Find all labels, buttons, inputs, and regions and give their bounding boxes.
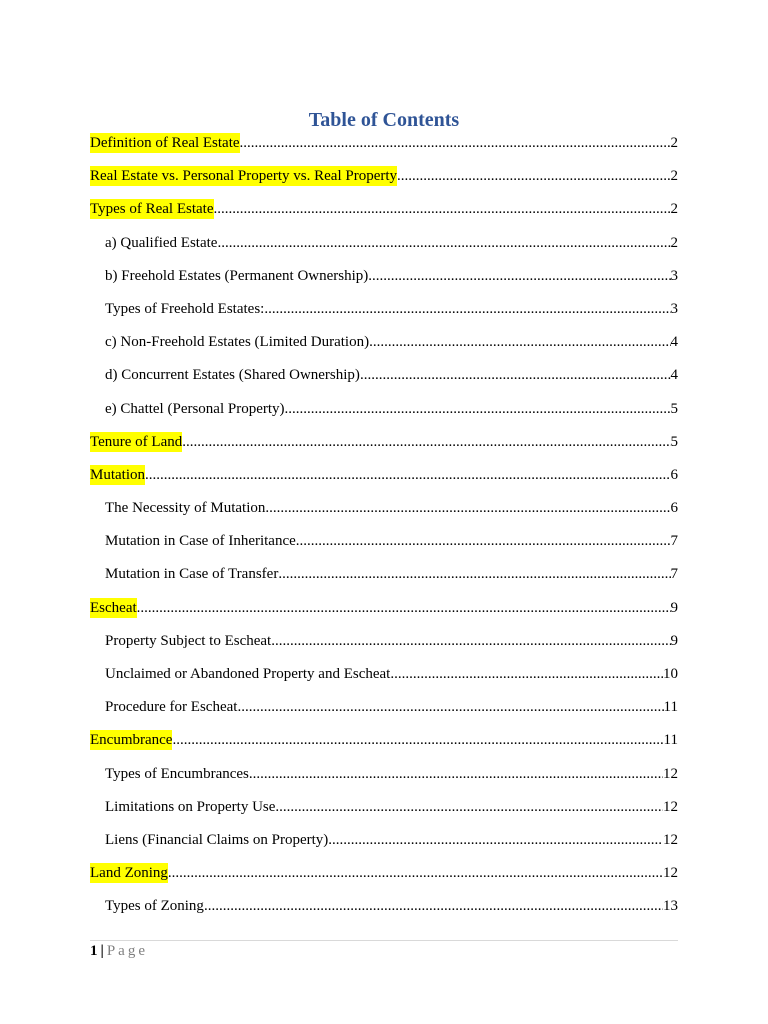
toc-entry[interactable] (90, 365, 678, 398)
toc-entry[interactable] (90, 697, 678, 730)
toc-dot-leader (240, 133, 671, 153)
toc-dot-leader (168, 863, 663, 883)
toc-entry-label: Unclaimed or Abandoned Property and Escheat (105, 666, 391, 682)
toc-entry[interactable] (90, 332, 678, 365)
toc-entry-page-number: 2 (670, 201, 678, 218)
toc-entry[interactable] (90, 166, 678, 199)
toc-dot-leader (237, 697, 663, 717)
toc-entry[interactable] (90, 631, 678, 664)
toc-dot-leader (204, 896, 663, 916)
toc-entry-label: Types of Freehold Estates: (105, 300, 265, 317)
toc-entry-page-number: 3 (670, 300, 678, 317)
toc-entry-label: Encumbrance (90, 732, 173, 749)
toc-entry-page-number: 2 (670, 135, 678, 151)
toc-dot-leader (296, 531, 671, 551)
toc-entry-page-number: 12 (663, 831, 678, 848)
toc-entry[interactable] (90, 531, 678, 564)
toc-entry[interactable] (90, 598, 678, 631)
toc-entry-page-number: 9 (670, 632, 678, 649)
toc-dot-leader (278, 564, 670, 584)
toc-entry[interactable] (90, 133, 678, 166)
toc-dot-leader (182, 432, 670, 452)
toc-entry[interactable] (90, 863, 678, 896)
toc-entry-page-number: 5 (670, 400, 678, 417)
toc-entry-label: Liens (Financial Claims on Property) (105, 831, 329, 848)
toc-dot-leader (397, 166, 670, 186)
toc-dot-leader (328, 830, 663, 850)
toc-entry-label: Limitations on Property Use (105, 798, 276, 815)
toc-dot-leader (360, 365, 671, 385)
toc-entry[interactable] (90, 564, 678, 597)
toc-dot-leader (275, 797, 663, 817)
toc-entry-page-number: 11 (663, 732, 678, 749)
toc-entry[interactable] (90, 498, 678, 531)
toc-entry[interactable] (90, 199, 678, 232)
toc-entry-label: a) Qualified Estate (105, 234, 218, 251)
page-footer (90, 942, 148, 960)
toc-entry[interactable] (90, 299, 678, 332)
toc-dot-leader (214, 199, 671, 219)
toc-entry-page-number: 2 (670, 168, 678, 185)
toc-entry-page-number: 9 (670, 599, 678, 616)
footer-separator: | (100, 943, 104, 959)
toc-entry-label: Property Subject to Escheat (105, 632, 272, 649)
toc-entry-page-number: 6 (670, 500, 678, 517)
toc-entry-label: b) Freehold Estates (Permanent Ownership) (105, 267, 369, 284)
toc-entry-page-number: 6 (670, 466, 678, 483)
toc-entry-label: Mutation in Case of Transfer (105, 566, 279, 583)
toc-entry-page-number: 2 (670, 234, 678, 251)
toc-dot-leader (285, 399, 671, 419)
toc-dot-leader (145, 465, 671, 485)
toc-entry-page-number: 4 (670, 367, 678, 384)
toc-entry-label: Definition of Real Estate (90, 135, 240, 151)
toc-entry[interactable] (90, 664, 678, 697)
toc-entry-label: Types of Encumbrances (105, 765, 249, 782)
toc-entry-page-number: 12 (663, 798, 678, 815)
toc-entry-label: Types of Zoning (105, 898, 204, 915)
toc-entry[interactable] (90, 896, 678, 929)
toc-entry-page-number: 10 (663, 666, 678, 682)
toc-entry[interactable] (90, 465, 678, 498)
toc-entry[interactable] (90, 830, 678, 863)
toc-entry-page-number: 7 (670, 566, 678, 583)
toc-dot-leader (264, 299, 670, 319)
footer-divider (90, 940, 678, 941)
toc-title: Table of Contents (308, 109, 460, 131)
toc-entry[interactable] (90, 730, 678, 763)
toc-dot-leader (368, 266, 670, 286)
toc-entry-page-number: 13 (663, 898, 678, 915)
toc-entry-label: Real Estate vs. Personal Property vs. Real Property (90, 168, 398, 185)
toc-entry-page-number: 12 (663, 865, 678, 882)
toc-entry-label: Procedure for Escheat (105, 699, 238, 716)
toc-entry-page-number: 5 (670, 433, 678, 450)
toc-dot-leader (390, 664, 663, 684)
toc-list (90, 133, 678, 930)
toc-entry-label: c) Non-Freehold Estates (Limited Duration) (105, 334, 370, 351)
toc-entry-label: Types of Real Estate (90, 201, 214, 218)
toc-entry-label: Tenure of Land (90, 433, 183, 450)
toc-entry-page-number: 3 (670, 267, 678, 284)
toc-dot-leader (217, 233, 670, 253)
toc-entry[interactable] (90, 797, 678, 830)
toc-entry-page-number: 11 (663, 699, 678, 716)
toc-dot-leader (265, 498, 670, 518)
toc-dot-leader (369, 332, 670, 352)
footer-page-label: Page (106, 943, 148, 959)
toc-entry[interactable] (90, 399, 678, 432)
toc-entry-page-number: 12 (663, 765, 678, 782)
toc-entry-page-number: 7 (670, 533, 678, 550)
toc-entry[interactable] (90, 266, 678, 299)
toc-entry-label: d) Concurrent Estates (Shared Ownership) (105, 367, 360, 384)
toc-entry-label: Mutation in Case of Inheritance (105, 533, 296, 550)
toc-dot-leader (172, 730, 663, 750)
toc-dot-leader (137, 598, 671, 618)
toc-dot-leader (249, 764, 663, 784)
toc-entry-label: Mutation (90, 466, 145, 483)
toc-entry-label: Escheat (90, 599, 137, 616)
toc-entry-label: e) Chattel (Personal Property) (105, 400, 285, 417)
toc-entry[interactable] (90, 764, 678, 797)
toc-entry-label: The Necessity of Mutation (105, 500, 266, 517)
footer-page-number: 1 (90, 943, 98, 959)
toc-entry-label: Land Zoning (90, 865, 168, 882)
toc-entry[interactable] (90, 233, 678, 266)
toc-entry-page-number: 4 (670, 334, 678, 351)
toc-dot-leader (271, 631, 670, 651)
toc-entry[interactable] (90, 432, 678, 465)
